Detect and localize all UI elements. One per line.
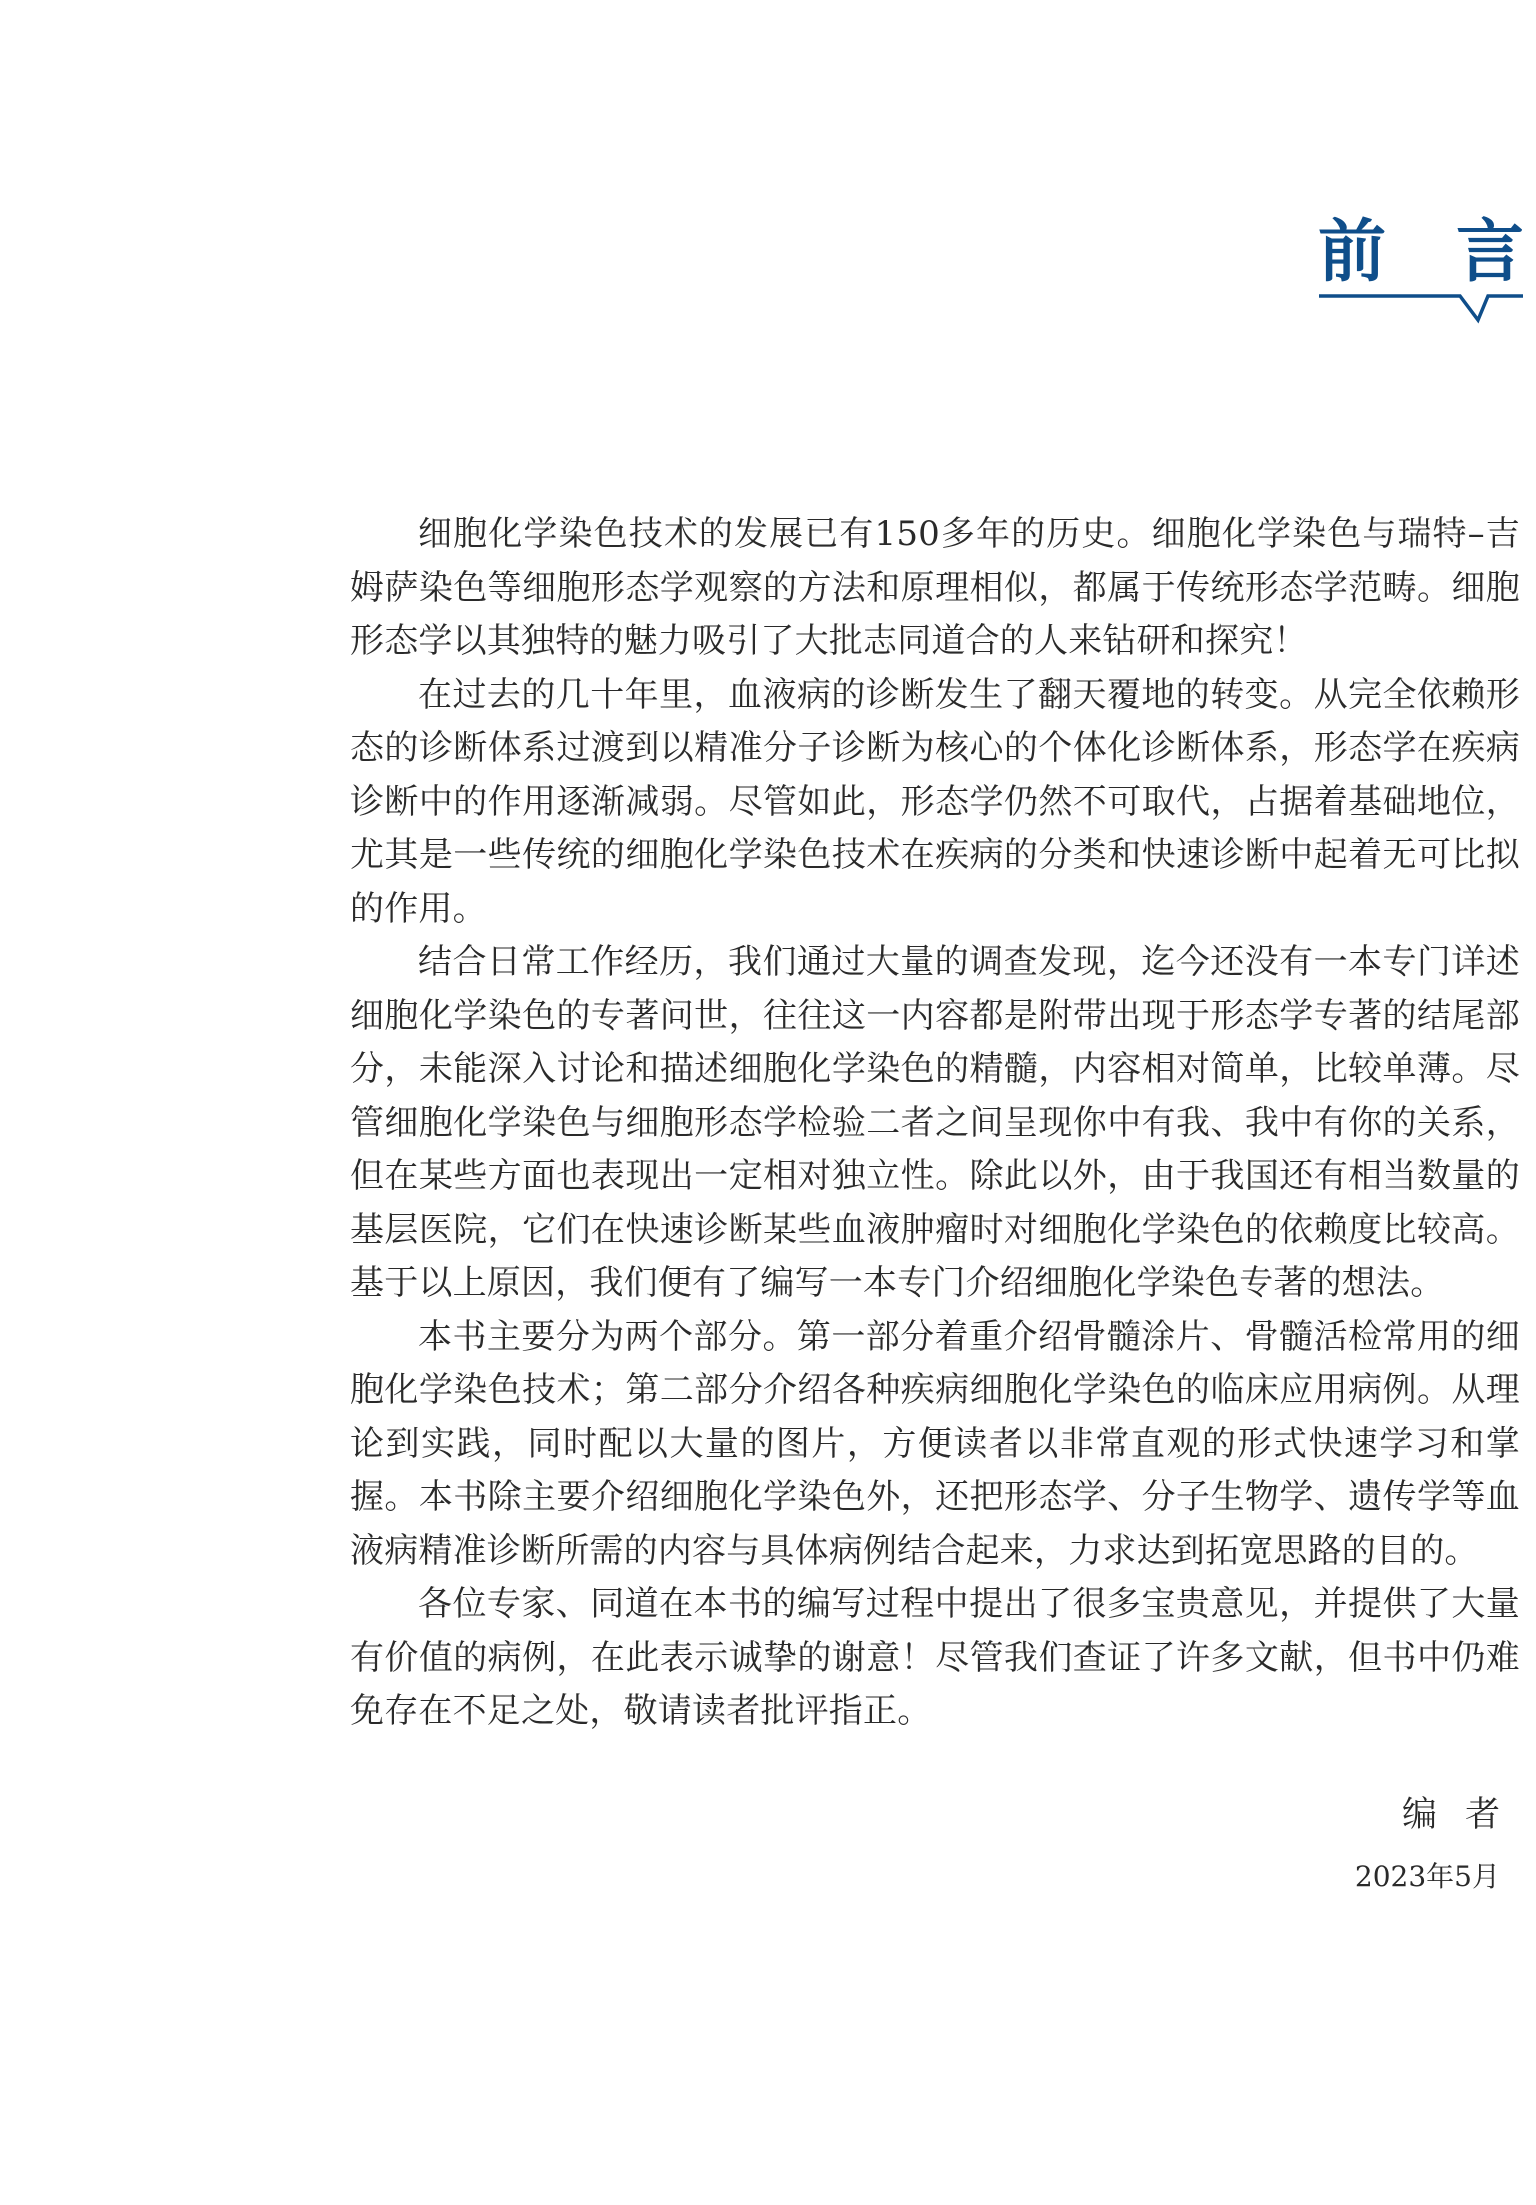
page-title [1318, 214, 1524, 290]
paragraph-3: 结合日常工作经历，我们通过大量的调查发现，迄今还没有一本专门详述细胞化学染色的专著问世，往往这一内容都是附带出现于形态学专著的结尾部分，未能深入讨论和描述细胞化学染色的精髓，内容相对简单，比较单薄。尽管细胞化学染色与细胞形态学检验二者之间呈现你中有我、我中有你的关系，但在某些方面也表现出一定相对独立性。除此以外，由于我国还有相当数量的基层医院，它们在快速诊断某些血液肿瘤时对细胞化学染色的依赖度比较高。基于以上原因，我们便有了编写一本专门介绍细胞化学染色专著的想法。 [350, 942, 1520, 1303]
paragraph-1: 细胞化学染色技术的发展已有150多年的历史。细胞化学染色与瑞特–吉姆萨染色等细胞形态学观察的方法和原理相似，都属于传统形态学范畴。细胞形态学以其独特的魅力吸引了大批志同道合的人来钻研和探究！ [350, 514, 1520, 661]
signature-block [1240, 1790, 1528, 1900]
paragraph-4: 本书主要分为两个部分。第一部分着重介绍骨髓涂片、骨髓活检常用的细胞化学染色技术；第二部分介绍各种疾病细胞化学染色的临床应用病例。从理论到实践，同时配以大量的图片，方便读者以非常直观的形式快速学习和掌握。本书除主要介绍细胞化学染色外，还把形态学、分子生物学、遗传学等血液病精准诊断所需的内容与具体病例结合起来，力求达到拓宽思路的目的。 [350, 1316, 1520, 1571]
preface-heading [1318, 214, 1524, 326]
title-underline-callout [1318, 294, 1524, 324]
author-label: 编者 [1401, 1795, 1528, 1835]
date-label: 2023年5月 [1354, 1860, 1500, 1893]
title-char-2: 言 [1455, 212, 1524, 292]
paragraph-2: 在过去的几十年里，血液病的诊断发生了翻天覆地的转变。从完全依赖形态的诊断体系过渡到以精准分子诊断为核心的个体化诊断体系，形态学在疾病诊断中的作用逐渐减弱。尽管如此，形态学仍然不可取代，占据着基础地位，尤其是一些传统的细胞化学染色技术在疾病的分类和快速诊断中起着无可比拟的作用。 [350, 674, 1520, 929]
callout-line [1319, 296, 1523, 320]
preface-body [350, 508, 1520, 1739]
title-char-1: 前 [1318, 212, 1387, 292]
paragraph-5: 各位专家、同道在本书的编写过程中提出了很多宝贵意见，并提供了大量有价值的病例，在此表示诚挚的谢意！尽管我们查证了许多文献，但书中仍难免存在不足之处，敬请读者批评指正。 [350, 1584, 1520, 1731]
